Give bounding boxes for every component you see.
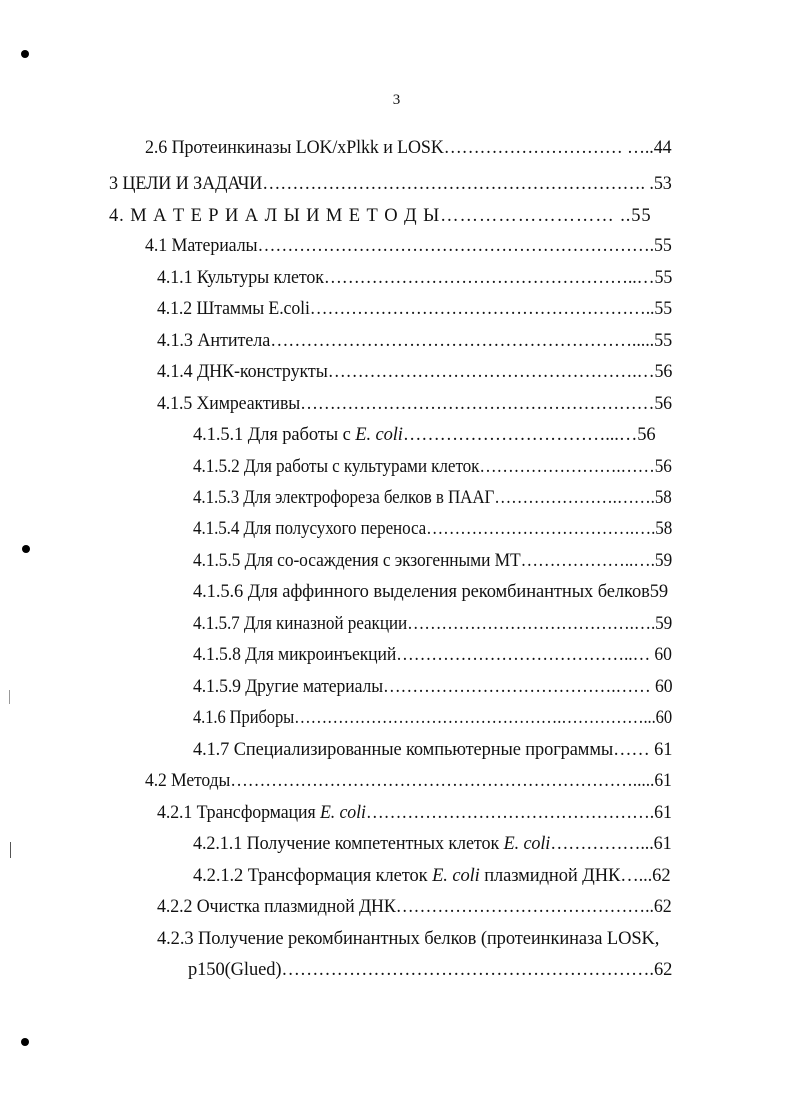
toc-entry-4-1[interactable]: 4.1 Материалы………………………………………………………….55 <box>145 236 672 256</box>
toc-entry-4-2-1[interactable] <box>157 802 672 824</box>
toc-entry-4-1-1[interactable]: 4.1.1 Культуры клеток……………………………………………..…55 <box>157 268 673 288</box>
toc-entry-4-2-3-continued[interactable]: p150(Glued)…………………………………………………….62 <box>188 960 673 980</box>
toc-entry-4-1-5-5[interactable]: 4.1.5.5 Для со-осаждения с экзогенными МТ………………..….59 <box>193 551 673 571</box>
toc-entry-4-1-4[interactable]: 4.1.4 ДНК-конструкты…………………………………………….…56 <box>157 362 673 382</box>
toc-entry-4[interactable]: 4. М А Т Е Р И А Л Ы И М Е Т О Д Ы……………………… ..55 <box>109 206 652 226</box>
toc-leader: плазмидной ДНК…...62 <box>479 866 671 886</box>
organism-name: E. coli <box>355 425 403 445</box>
toc-entry-4-2-1-1[interactable] <box>193 833 672 855</box>
toc-entry-4-2-3[interactable]: 4.2.3 Получение рекомбинантных белков (протеинкиназа LOSK, <box>157 929 660 949</box>
organism-name: E. coli <box>503 834 551 854</box>
toc-leader: ……………...61 <box>550 834 672 854</box>
toc-entry-text: 4.1.5.1 Для работы с <box>193 425 356 445</box>
toc-entry-4-2-1-2[interactable] <box>193 865 670 887</box>
toc-entry-4-1-5-2[interactable]: 4.1.5.2 Для работы с культурами клеток…………………….……56 <box>193 457 672 477</box>
organism-name: E. coli <box>432 866 480 886</box>
toc-leader: ………………………………………….61 <box>365 803 672 823</box>
toc-entry-4-1-6[interactable]: 4.1.6 Приборы………………………………………….……………...60 <box>193 708 673 728</box>
toc-leader: ……………………………...…56 <box>402 425 656 445</box>
toc-entry-2-6[interactable]: 2.6 Протеинкиназы LOK/xPlkk и LOSK………………………… …..44 <box>145 138 672 158</box>
toc-entry-4-1-2[interactable]: 4.1.2 Штаммы E.coli…………………………………………………..55 <box>157 299 672 319</box>
page-number: 3 <box>392 92 401 108</box>
organism-name: E. coli <box>319 803 366 823</box>
scan-hole-mark-bottom <box>21 1038 29 1046</box>
toc-entry-4-1-5-7[interactable]: 4.1.5.7 Для киназной реакции………………………………….….59 <box>193 614 673 634</box>
scan-edge-mark <box>9 690 10 704</box>
toc-entry-4-2[interactable]: 4.2 Методы…………………………………………………………….....61 <box>145 771 672 791</box>
scan-hole-mark-top <box>21 50 29 58</box>
scan-hole-mark-middle <box>22 545 30 553</box>
toc-entry-4-1-3[interactable]: 4.1.3 Антитела…………………………………………………….....55 <box>157 331 673 351</box>
toc-entry-text: 4.2.1.2 Трансформация клеток <box>193 866 433 886</box>
toc-entry-4-1-5-6[interactable]: 4.1.5.6 Для аффинного выделения рекомбинантных белков59 <box>193 582 669 602</box>
toc-entry-4-1-5-4[interactable]: 4.1.5.4 Для полусухого переноса……………………………….….58 <box>193 519 673 539</box>
toc-entry-4-1-5-8[interactable]: 4.1.5.8 Для микроинъекций…………………………………..… 60 <box>193 645 672 665</box>
toc-entry-4-1-5[interactable]: 4.1.5 Химреактивы……………………………………………………56 <box>157 394 672 414</box>
toc-entry-3[interactable]: 3 ЦЕЛИ И ЗАДАЧИ………………………………………………………. .53 <box>109 174 672 194</box>
toc-entry-4-1-7[interactable]: 4.1.7 Специализированные компьютерные программы…… 61 <box>193 740 673 760</box>
scan-edge-mark <box>10 842 11 858</box>
toc-entry-4-1-5-9[interactable]: 4.1.5.9 Другие материалы………………………………….…… 60 <box>193 677 673 697</box>
toc-entry-4-2-2[interactable]: 4.2.2 Очистка плазмидной ДНК……………………………………..62 <box>157 897 672 917</box>
toc-entry-text: 4.2.1 Трансформация <box>157 803 320 823</box>
toc-entry-text: 4.2.1.1 Получение компетентных клеток <box>193 834 504 854</box>
toc-entry-4-1-5-1[interactable] <box>193 424 656 446</box>
toc-entry-4-1-5-3[interactable]: 4.1.5.3 Для электрофореза белков в ПААГ………………….…….58 <box>193 488 672 508</box>
